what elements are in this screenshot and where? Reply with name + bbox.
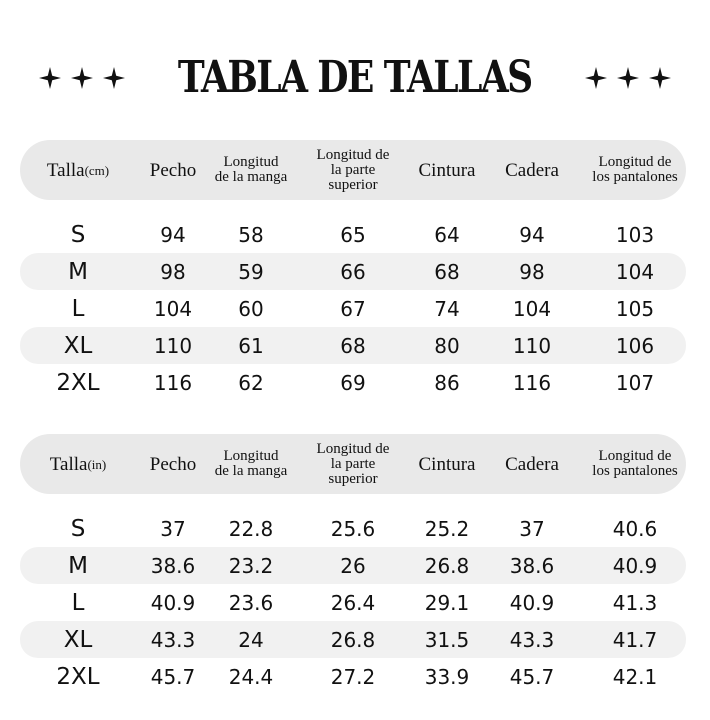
size-cell: L — [71, 589, 85, 616]
page-title: TABLA DE TALLAS — [178, 52, 532, 103]
value-cell: 61 — [238, 333, 264, 358]
column-header-line: la parte — [330, 455, 376, 472]
value-cell: 116 — [512, 370, 552, 395]
header-size-label: Talla — [46, 159, 85, 181]
value-cell: 42.1 — [612, 664, 658, 689]
column-header-line: los pantalones — [592, 463, 678, 479]
value-cell: 65 — [340, 222, 366, 247]
column-header-line: Cintura — [418, 159, 476, 181]
column-header-line: Longitud de — [316, 440, 390, 457]
value-cell: 104 — [512, 296, 552, 321]
column-header — [414, 453, 480, 475]
value-cell: 58 — [238, 222, 264, 247]
header-size-label: Talla — [49, 453, 88, 475]
column-header — [584, 155, 686, 185]
value-cell: 104 — [615, 259, 655, 284]
left-stars — [39, 67, 125, 89]
table-header — [20, 140, 686, 200]
value-cell: 94 — [160, 222, 186, 247]
column-header — [136, 453, 210, 475]
size-cell: S — [70, 221, 86, 248]
value-cell: 33.9 — [424, 664, 470, 689]
table-row — [20, 584, 686, 621]
column-header-line: Longitud — [223, 154, 279, 170]
size-cell: M — [68, 258, 88, 285]
column-header-line: superior — [328, 470, 378, 487]
value-cell: 66 — [340, 259, 366, 284]
right-stars — [585, 67, 671, 89]
size-cell: L — [71, 295, 85, 322]
column-header — [480, 453, 584, 475]
star-icon — [39, 67, 61, 89]
size-cell: XL — [63, 332, 93, 359]
table-row — [20, 364, 686, 401]
star-icon — [617, 67, 639, 89]
column-header-line: Longitud de — [598, 448, 672, 464]
value-cell: 24.4 — [228, 664, 274, 689]
size-cell: S — [70, 515, 86, 542]
value-cell: 25.6 — [330, 516, 376, 541]
value-cell: 26.8 — [330, 627, 376, 652]
value-cell: 80 — [434, 333, 460, 358]
column-header-line: de la manga — [214, 169, 288, 185]
value-cell: 110 — [512, 333, 552, 358]
value-cell: 86 — [434, 370, 460, 395]
value-cell: 23.6 — [228, 590, 274, 615]
column-header — [414, 159, 480, 181]
value-cell: 31.5 — [424, 627, 470, 652]
star-icon — [71, 67, 93, 89]
star-icon — [103, 67, 125, 89]
star-icon — [649, 67, 671, 89]
size-table-in — [20, 434, 686, 695]
column-header-line: Cintura — [418, 453, 476, 475]
value-cell: 64 — [434, 222, 460, 247]
column-header-line: Pecho — [149, 159, 197, 181]
column-header-line: Longitud — [223, 448, 279, 464]
value-cell: 68 — [434, 259, 460, 284]
value-cell: 59 — [238, 259, 264, 284]
column-header-line: superior — [328, 176, 378, 193]
table-row — [20, 510, 686, 547]
table-row — [20, 327, 686, 364]
value-cell: 45.7 — [509, 664, 555, 689]
value-cell: 26.8 — [424, 553, 470, 578]
table-row — [20, 621, 686, 658]
star-icon — [585, 67, 607, 89]
table-body — [20, 216, 686, 401]
value-cell: 62 — [238, 370, 264, 395]
value-cell: 94 — [519, 222, 545, 247]
table-row — [20, 253, 686, 290]
value-cell: 40.6 — [612, 516, 658, 541]
column-header-line: los pantalones — [592, 169, 678, 185]
value-cell: 41.3 — [612, 590, 658, 615]
value-cell: 38.6 — [150, 553, 196, 578]
column-header — [210, 449, 292, 479]
value-cell: 40.9 — [150, 590, 196, 615]
value-cell: 107 — [615, 370, 655, 395]
table-row — [20, 216, 686, 253]
size-cell: 2XL — [56, 369, 100, 396]
size-cell: M — [68, 552, 88, 579]
header-size-unit — [20, 453, 136, 475]
value-cell: 24 — [238, 627, 264, 652]
column-header — [210, 155, 292, 185]
value-cell: 37 — [519, 516, 545, 541]
value-cell: 105 — [615, 296, 655, 321]
column-header-line: Pecho — [149, 453, 197, 475]
column-header-line: Longitud de — [598, 154, 672, 170]
header-unit-label: (cm) — [84, 162, 110, 178]
value-cell: 106 — [615, 333, 655, 358]
value-cell: 29.1 — [424, 590, 470, 615]
size-cell: XL — [63, 626, 93, 653]
value-cell: 23.2 — [228, 553, 274, 578]
column-header-line: Cadera — [505, 159, 559, 181]
value-cell: 26.4 — [330, 590, 376, 615]
table-row — [20, 658, 686, 695]
column-header — [136, 159, 210, 181]
value-cell: 103 — [615, 222, 655, 247]
column-header — [292, 442, 414, 487]
value-cell: 110 — [153, 333, 193, 358]
table-header — [20, 434, 686, 494]
value-cell: 37 — [160, 516, 186, 541]
value-cell: 43.3 — [150, 627, 196, 652]
value-cell: 22.8 — [228, 516, 274, 541]
column-header-line: Longitud de — [316, 146, 390, 163]
table-row — [20, 290, 686, 327]
header-unit-label: (in) — [87, 456, 107, 472]
value-cell: 45.7 — [150, 664, 196, 689]
value-cell: 104 — [153, 296, 193, 321]
value-cell: 25.2 — [424, 516, 470, 541]
column-header-line: la parte — [330, 161, 376, 178]
size-cell: 2XL — [56, 663, 100, 690]
value-cell: 60 — [238, 296, 264, 321]
value-cell: 27.2 — [330, 664, 376, 689]
size-table-cm — [20, 140, 686, 401]
value-cell: 69 — [340, 370, 366, 395]
header-size-unit — [20, 159, 136, 181]
value-cell: 43.3 — [509, 627, 555, 652]
column-header — [292, 148, 414, 193]
value-cell: 116 — [153, 370, 193, 395]
value-cell: 98 — [519, 259, 545, 284]
value-cell: 38.6 — [509, 553, 555, 578]
column-header-line: Cadera — [505, 453, 559, 475]
value-cell: 40.9 — [612, 553, 658, 578]
value-cell: 74 — [434, 296, 460, 321]
value-cell: 26 — [340, 553, 366, 578]
column-header — [584, 449, 686, 479]
column-header-line: de la manga — [214, 463, 288, 479]
value-cell: 98 — [160, 259, 186, 284]
value-cell: 40.9 — [509, 590, 555, 615]
value-cell: 67 — [340, 296, 366, 321]
value-cell: 41.7 — [612, 627, 658, 652]
value-cell: 68 — [340, 333, 366, 358]
column-header — [480, 159, 584, 181]
title-row — [0, 50, 710, 106]
table-body — [20, 510, 686, 695]
table-row — [20, 547, 686, 584]
